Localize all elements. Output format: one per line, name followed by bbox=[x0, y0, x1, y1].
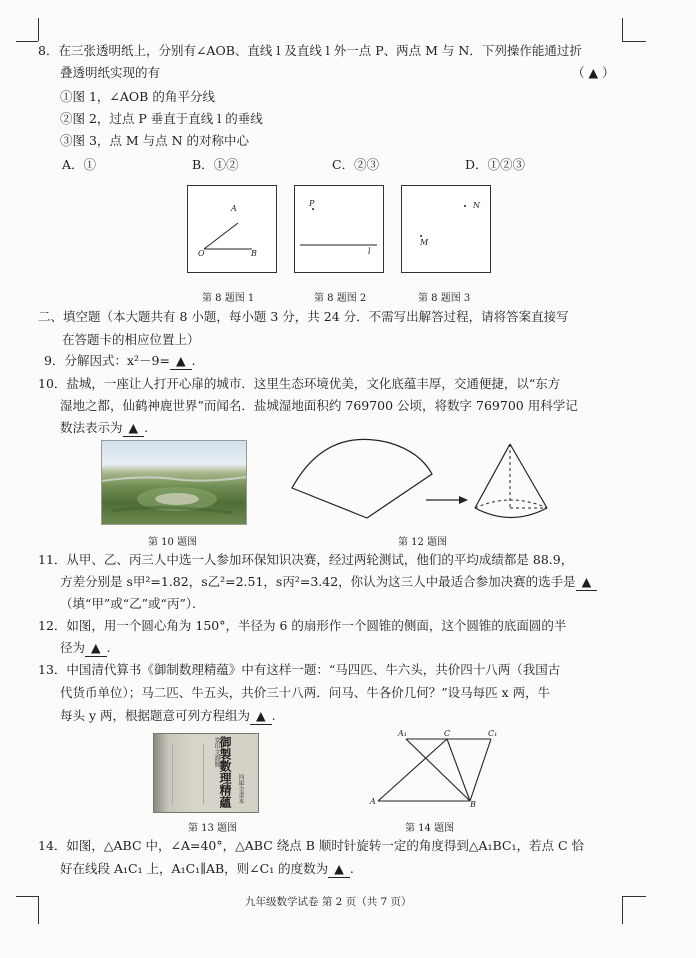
q8-option-b: B．①② bbox=[192, 157, 239, 172]
q13-answer-blank: ▲ bbox=[250, 708, 272, 725]
q8-item-2: ②图 2，过点 P 垂直于直线 l 的垂线 bbox=[60, 111, 263, 126]
q13-line-1: 13．中国清代算书《御制数理精蕴》中有这样一题：“马四匹、牛六头，共价四十八两（我国古 bbox=[38, 662, 561, 677]
q12-prompt: 径为 bbox=[60, 640, 86, 655]
q10-line-2: 湿地之都，仙鹤神鹿世界”而闻名．盐城湿地面积约 769700 公顷，将数字 769700 用科学记 bbox=[60, 398, 578, 413]
q11-line-1: 11．从甲、乙、丙三人中选一人参加环保知识决赛，经过两轮测试，他们的平均成绩都是 88.9， bbox=[38, 552, 574, 567]
q10-prompt: 数法表示为 bbox=[60, 420, 123, 435]
q14-end: . bbox=[349, 861, 354, 876]
book-side-text-2: 四庫全書本 bbox=[237, 774, 244, 804]
fig14-label-b: B bbox=[470, 800, 476, 809]
q13-end: . bbox=[271, 708, 276, 723]
q9-prompt: 9．分解因式：x²－9= bbox=[44, 353, 170, 368]
q11-prompt: 方差分别是 s甲²=1.82，s乙²=2.51，s丙²=3.42，你认为这三人中最适合参加决赛的选手是 bbox=[60, 574, 576, 589]
q13-line-2: 代货币单位）；马二匹、牛五头，共价三十八两．问马、牛各价几何？”设马每匹 x 两，牛 bbox=[60, 685, 551, 700]
q9-end: . bbox=[191, 353, 196, 368]
q13-prompt: 每头 y 两，根据题意可列方程组为 bbox=[60, 708, 251, 723]
book-title: 御製數理精蘊 bbox=[218, 736, 232, 808]
fig3-label-n: N bbox=[473, 201, 480, 210]
q10-answer-blank: ▲ bbox=[123, 420, 145, 437]
fig14-label-c: C bbox=[444, 729, 451, 738]
q12-end: . bbox=[106, 640, 111, 655]
fig2-label-p: P bbox=[309, 199, 315, 208]
fig14-label-a1: A₁ bbox=[398, 729, 407, 738]
q8-figure-2-caption: 第 8 题图 2 bbox=[314, 293, 367, 304]
fig1-label-a: A bbox=[231, 204, 237, 213]
fig14-label-a: A bbox=[370, 797, 376, 806]
q14-line-2 bbox=[60, 861, 354, 878]
q14-answer-blank: ▲ bbox=[328, 861, 350, 878]
q12-figure-caption: 第 12 题图 bbox=[398, 537, 448, 548]
q11-line-3: （填“甲”或“乙”或“丙”）． bbox=[60, 596, 205, 611]
q8-item-3: ③图 3，点 M 与点 N 的对称中心 bbox=[60, 133, 250, 148]
fig3-label-m: M bbox=[420, 238, 429, 247]
q10-line-1: 10．盐城，一座让人打开心扉的城市．这里生态环境优美，文化底蕴丰厚，交通便捷，以“东方 bbox=[38, 376, 561, 391]
fig2-label-l: l bbox=[368, 247, 371, 256]
q8-figure-3-caption: 第 8 题图 3 bbox=[418, 293, 471, 304]
q8-line-2: 叠透明纸实现的有 bbox=[60, 65, 161, 80]
q12-answer-blank: ▲ bbox=[85, 640, 107, 657]
q14-line-1: 14．如图，△ABC 中，∠A=40°，△ABC 绕点 B 顺时针旋转一定的角度得到△A₁BC₁，若点 C 恰 bbox=[38, 838, 585, 853]
fig1-label-o: O bbox=[198, 249, 205, 258]
q8-item-1: ①图 1，∠AOB 的角平分线 bbox=[60, 89, 215, 104]
book-side-text-1: 景印文淵閣 bbox=[213, 737, 220, 767]
q11-answer-blank: ▲ bbox=[576, 574, 598, 591]
q8-line-1: 8．在三张透明纸上，分别有∠AOB、直线 l 及直线 l 外一点 P、两点 M 与 N．下列操作能通过折 bbox=[38, 43, 582, 58]
section-2-heading-line-2: 在答题卡的相应位置上） bbox=[62, 332, 200, 347]
q14-prompt: 好在线段 A₁C₁ 上，A₁C₁∥AB，则∠C₁ 的度数为 bbox=[60, 861, 329, 876]
fig1-label-b: B bbox=[251, 249, 257, 258]
q8-option-d: D．①②③ bbox=[465, 157, 526, 172]
q8-option-c: C．②③ bbox=[332, 157, 380, 172]
section-2-heading-line-1: 二、填空题（本大题共有 8 小题，每小题 3 分，共 24 分．不需写出解答过程，请将答案直接写 bbox=[38, 309, 569, 324]
q8-option-a: A．① bbox=[62, 157, 97, 172]
page-footer: 九年级数学试卷 第 2 页（共 7 页） bbox=[245, 896, 412, 908]
q10-end: . bbox=[144, 420, 149, 435]
q14-figure-caption: 第 14 题图 bbox=[405, 823, 455, 834]
q10-figure-caption: 第 10 题图 bbox=[148, 537, 198, 548]
q8-answer-paren: （ ▲ ） bbox=[572, 65, 615, 80]
q9-answer-blank: ▲ bbox=[170, 353, 192, 370]
q12-line-1: 12．如图，用一个圆心角为 150°，半径为 6 的扇形作一个圆锥的侧面，这个圆锥的底面圆的半 bbox=[38, 618, 567, 633]
fig14-label-c1: C₁ bbox=[488, 729, 498, 738]
q8-figure-1-caption: 第 8 题图 1 bbox=[202, 293, 255, 304]
q13-figure-caption: 第 13 题图 bbox=[188, 823, 238, 834]
